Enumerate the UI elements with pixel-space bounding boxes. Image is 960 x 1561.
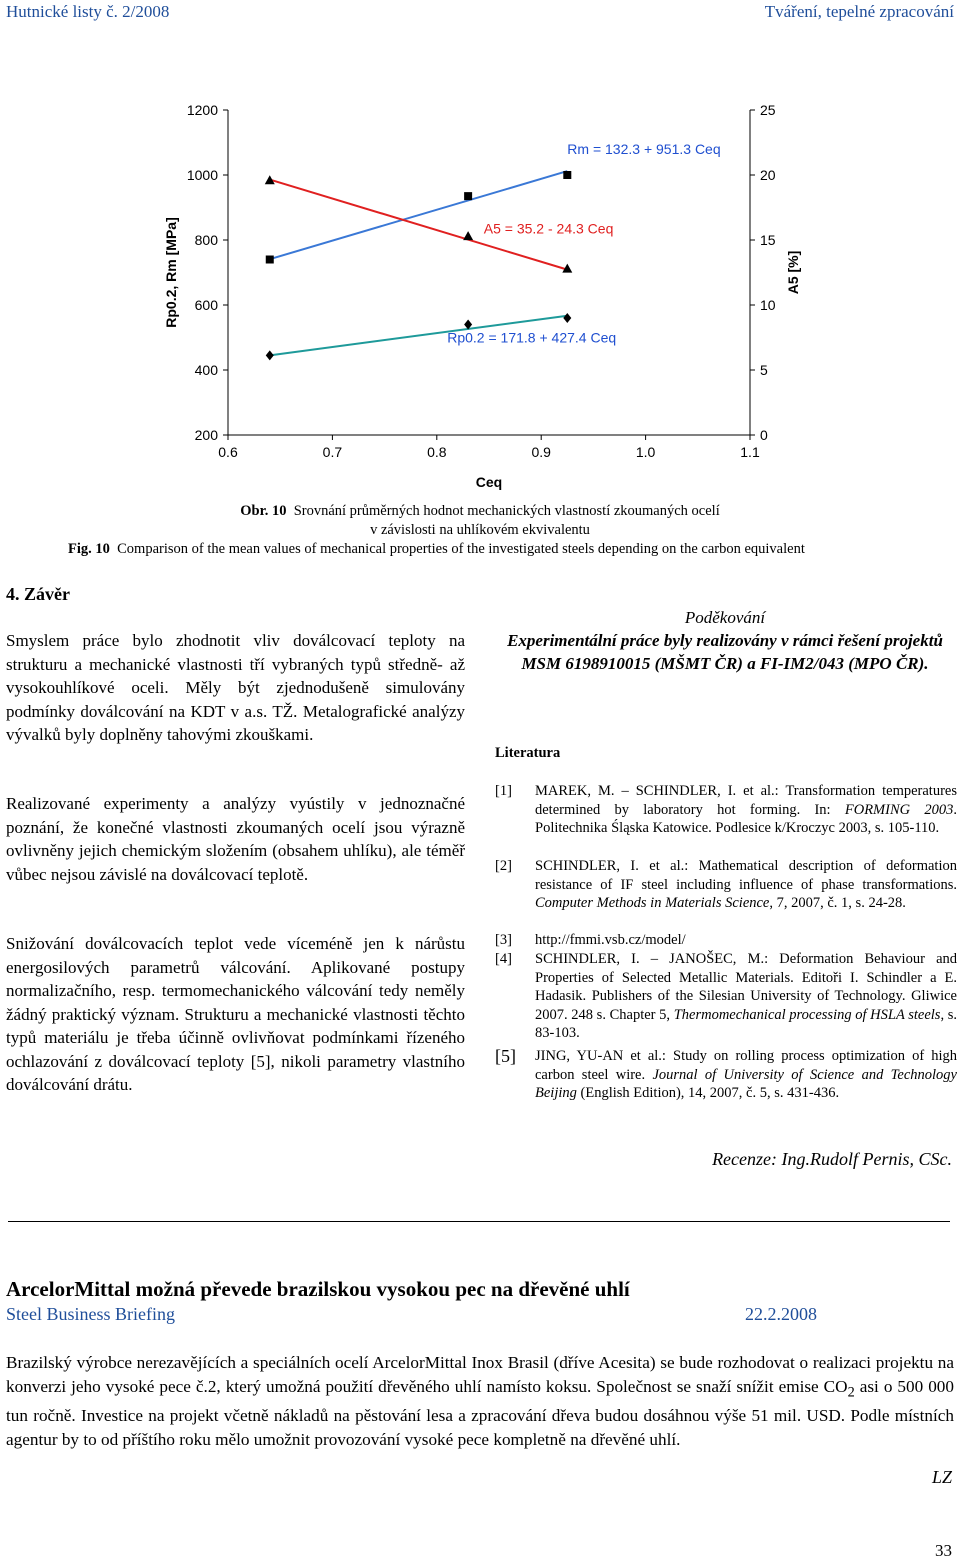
data-point-triangle bbox=[463, 231, 473, 240]
x-tick-label: 1.0 bbox=[635, 444, 656, 460]
y2-axis-title: A5 [%] bbox=[785, 250, 801, 295]
x-tick-label: 0.9 bbox=[531, 444, 551, 460]
figure-caption-cz-line2: v závislosti na uhlíkovém ekvivalentu bbox=[370, 522, 590, 538]
reference-item bbox=[495, 931, 957, 950]
y-tick-label: 800 bbox=[194, 232, 218, 248]
y2-tick-label: 10 bbox=[760, 297, 776, 313]
caption-cz-line1: Srovnání průměrných hodnot mechanických vlastností zkoumaných ocelí bbox=[293, 503, 720, 519]
reference-link[interactable]: http://fmmi.vsb.cz/model/ bbox=[535, 932, 686, 948]
trend-line-rm bbox=[270, 171, 568, 259]
acknowledgement-text: Experimentální práce byly realizovány v rámci řešení projektů MSM 6198910015 (MŠMT ČR) a FI-IM2/043 (MPO ČR). bbox=[507, 631, 943, 673]
reference-item bbox=[495, 782, 957, 838]
y-axis-title: Rp0.2, Rm [MPa] bbox=[163, 217, 179, 328]
y-tick-label: 200 bbox=[194, 427, 218, 443]
page-number: 33 bbox=[935, 1541, 952, 1560]
y2-tick-label: 20 bbox=[760, 167, 776, 183]
caption-en-text: Comparison of the mean values of mechanical properties of the investigated steels depending on the carbon equivalent bbox=[117, 541, 805, 557]
news-title: ArcelorMittal možná převede brazilskou vysokou pec na dřevěné uhlí bbox=[6, 1277, 630, 1301]
news-body: Brazilský výrobce nerezavějících a speciálních ocelí ArcelorMittal Inox Brasil (dříve Acesita) se bude rozhodovat o realizaci projektu na konverzi jeho vysoké pece č.2, který umožná použití dřevěného uhlí namísto koksu. Společnost se snaží snížit emise $CO_2$ asi o 500 000 tun ročně. Investice na projekt včetně nákladů na pěstování lesa a zpracování dřeva budou dosáhnou výše 51 mil. USD. Podle místních agentur by to od příštího roku mělo umožnit provozování vysoké pece kompletně na dřevěné uhlí. bbox=[6, 1353, 954, 1449]
reference-text: MAREK, M. – SCHINDLER, I. et al.: Transformation temperatures determined by laboratory hot forming. In: FORMING 2003. Politechnika Śląska Katowice. Podlesice k/Kroczyc 2003, s. 105-110. bbox=[535, 783, 957, 836]
data-point-diamond bbox=[563, 313, 571, 323]
data-point-square bbox=[563, 171, 571, 179]
y-tick-label: 600 bbox=[194, 297, 218, 313]
x-tick-label: 0.8 bbox=[427, 444, 447, 460]
caption-en-label: Fig. 10 bbox=[68, 541, 110, 557]
y2-tick-label: 25 bbox=[760, 102, 776, 118]
section-divider bbox=[8, 1221, 950, 1222]
y-tick-label: 1000 bbox=[186, 167, 218, 183]
x-axis-title: Ceq bbox=[475, 474, 503, 490]
running-header-left: Hutnické listy č. 2/2008 bbox=[6, 2, 170, 21]
reviewer-note: Recenze: Ing.Rudolf Pernis, CSc. bbox=[712, 1149, 952, 1169]
x-tick-label: 0.6 bbox=[218, 444, 238, 460]
conclusion-paragraph-1: Smyslem práce bylo zhodnotit vliv doválcovací teploty na strukturu a mechanické vlastnosti tří vybraných typů středně- až vysokouhlíkové oceli. Měly být zjednodušeně simulovány podmínky doválcování na KDT v a.s. TŽ. Metalografické analýzy vývalků byly doplněny tahovými zkouškami. bbox=[6, 631, 465, 744]
reference-number: [2] bbox=[495, 858, 512, 874]
acknowledgement bbox=[490, 606, 960, 675]
reference-number: [1] bbox=[495, 783, 512, 799]
y2-tick-label: 15 bbox=[760, 232, 776, 248]
reference-number: [4] bbox=[495, 951, 512, 967]
reference-number: [3] bbox=[495, 932, 512, 948]
mechanical-properties-chart bbox=[163, 95, 801, 495]
reference-item bbox=[495, 950, 957, 1043]
reference-text: JING, YU-AN et al.: Study on rolling process optimization of high carbon steel wire. Journal of University of Science and Technology Beijing (English Edition), 14, 2007, č. 5, s. 431-436. bbox=[535, 1048, 957, 1101]
acknowledgement-title: Poděkování bbox=[684, 608, 766, 627]
section-heading: 4. Závěr bbox=[6, 584, 70, 604]
x-tick-label: 0.7 bbox=[322, 444, 343, 460]
reference-number: [5] bbox=[495, 1046, 516, 1066]
equation-label: Rp0.2 = 171.8 + 427.4 Ceq bbox=[447, 329, 617, 346]
y2-tick-label: 0 bbox=[760, 427, 768, 443]
reference-text: SCHINDLER, I. – JANOŠEC, M.: Deformation Behaviour and Properties of Selected Metallic Materials. Editoři I. Schindler a E. Hadasik. Publishers of the Silesian University of Technology. Gliwice 2007. 248 s. Chapter 5, Thermomechanical processing of HSLA steels, s. 83-103. bbox=[535, 951, 957, 1041]
reference-item bbox=[495, 857, 957, 913]
figure-caption-cz bbox=[0, 502, 960, 521]
data-point-diamond bbox=[266, 350, 274, 360]
equation-label: A5 = 35.2 - 24.3 Ceq bbox=[483, 220, 614, 237]
data-point-square bbox=[266, 256, 274, 264]
reference-item bbox=[495, 1047, 957, 1103]
news-date: 22.2.2008 bbox=[745, 1304, 817, 1324]
news-source: Steel Business Briefing bbox=[6, 1304, 175, 1324]
news-signature: LZ bbox=[931, 1467, 952, 1487]
figure-caption-en bbox=[68, 540, 958, 559]
running-header-right: Tváření, tepelné zpracování bbox=[764, 2, 954, 21]
reference-text: SCHINDLER, I. et al.: Mathematical description of deformation resistance of IF steel including influence of phase transformations. Computer Methods in Materials Science, 7, 2007, č. 1, s. 24-28. bbox=[535, 858, 957, 911]
y-tick-label: 400 bbox=[194, 362, 218, 378]
data-point-square bbox=[464, 192, 472, 200]
y2-tick-label: 5 bbox=[760, 362, 768, 378]
y-tick-label: 1200 bbox=[186, 102, 218, 118]
x-tick-label: 1.1 bbox=[740, 444, 760, 460]
literature-heading: Literatura bbox=[495, 745, 561, 761]
conclusion-paragraph-3: Snižování doválcovacích teplot vede víceméně jen k nárůstu energosilových parametrů válcování. Aplikované postupy normalizačního, resp. termomechanického válcování tedy neměly žádný praktický význam. Strukturu a mechanické vlastnosti těchto typů materiálu je třeba účinně ovlivňovat podmínkami řízeného ochlazování z doválcovací teploty [5], nikoli parametry vlastního doválcování drátu. bbox=[6, 934, 465, 1094]
equation-label: Rm = 132.3 + 951.3 Ceq bbox=[567, 140, 721, 157]
conclusion-paragraph-2: Realizované experimenty a analýzy vyústily v jednoznačné poznání, že konečné vlastnosti zkoumaných ocelí jsou výrazně ovlivněny jejich chemickým složením (obsahem uhlíku), ale téměř vůbec nejsou závislé na doválcovací teplotě. bbox=[6, 794, 465, 884]
caption-cz-label: Obr. 10 bbox=[240, 503, 287, 519]
